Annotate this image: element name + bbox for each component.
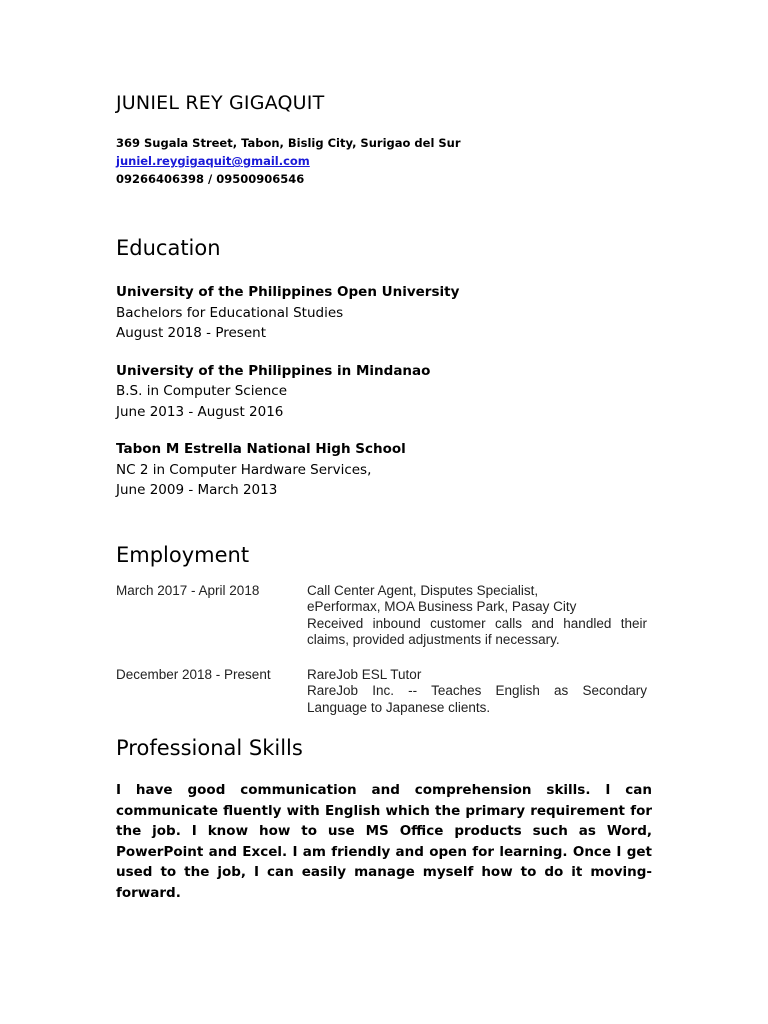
degree-name: NC 2 in Computer Hardware Services, — [116, 461, 372, 478]
employment-role: RareJob ESL Tutor — [307, 666, 422, 682]
employment-dates: March 2017 - April 2018 — [116, 582, 260, 598]
employment-item — [116, 667, 652, 717]
employment-description: RareJob Inc. -- Teaches English as Secondary Language to Japanese clients. — [307, 683, 647, 715]
school-name: University of the Philippines Open University — [116, 284, 460, 300]
school-name: University of the Philippines in Mindanao — [116, 362, 431, 379]
employment-details — [307, 583, 647, 649]
education-dates: June 2013 - August 2016 — [116, 403, 284, 420]
education-item — [116, 361, 652, 423]
employment-company: ePerformax, MOA Business Park, Pasay City — [307, 599, 577, 614]
phone-line: 09266406398 / 09500906546 — [116, 172, 305, 186]
email-link[interactable]: juniel.reygigaquit@gmail.com — [116, 154, 310, 168]
resume-page — [116, 90, 652, 903]
employment-heading: Employment — [116, 542, 250, 567]
education-item — [116, 282, 652, 344]
address-line: 369 Sugala Street, Tabon, Bislig City, Surigao del Sur — [116, 136, 461, 150]
education-dates: June 2009 - March 2013 — [116, 482, 278, 498]
employment-dates: December 2018 - Present — [116, 666, 271, 682]
employment-description: Received inbound customer calls and handled their claims, provided adjustments if necessary. — [307, 615, 647, 647]
education-dates: August 2018 - Present — [116, 325, 266, 341]
degree-name: B.S. in Computer Science — [116, 383, 288, 399]
school-name: Tabon M Estrella National High School — [116, 441, 406, 457]
skills-paragraph: I have good communication and comprehension skills. I can communicate fluently with English which the primary requirement for the job. I know how to use MS Office products such as Word, PowerPoint and Excel. I am friendly and open for learning. Once I get used to the job, I can easily manage myself how to do it moving-forward. — [116, 782, 652, 901]
applicant-name: JUNIEL REY GIGAQUIT — [116, 92, 325, 114]
contact-block — [116, 134, 652, 188]
employment-item — [116, 583, 652, 649]
employment-list — [116, 583, 652, 717]
employment-details — [307, 667, 647, 717]
skills-heading: Professional Skills — [116, 736, 303, 760]
degree-name: Bachelors for Educational Studies — [116, 304, 344, 321]
education-item — [116, 439, 652, 501]
education-list — [116, 282, 652, 501]
email-line — [116, 152, 652, 170]
education-heading: Education — [116, 236, 221, 260]
employment-role: Call Center Agent, Disputes Specialist, — [307, 582, 539, 598]
